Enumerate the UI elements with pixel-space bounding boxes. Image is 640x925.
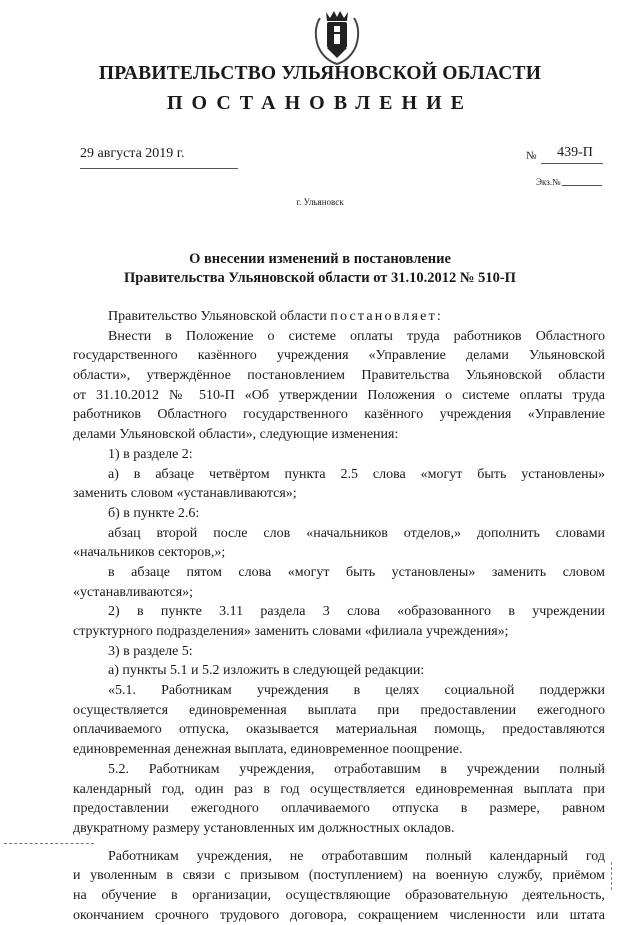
paragraph-line: в абзаце пятом слова «могут быть установлены» заменить словом <box>108 564 605 580</box>
copy-label: Экз.№ <box>536 177 561 187</box>
city: г. Ульяновск <box>296 197 344 207</box>
number-prefix: № <box>526 150 537 162</box>
document-type: ПОСТАНОВЛЕНИЕ <box>167 92 473 114</box>
margin-mark <box>4 843 94 844</box>
paragraph-line: абзац второй после слов «начальников отделов,» дополнить словами <box>108 525 605 541</box>
item-3: 3) в разделе 5: <box>108 643 193 659</box>
paragraph-line: государственного казённого учреждения «Управление делами Ульяновской <box>73 348 605 364</box>
date-underline <box>80 168 238 169</box>
paragraph-line: календарный год, один раз в год осуществляется единовременная выплата при <box>73 781 605 797</box>
paragraph-line: Внести в Положение о системе оплаты труда работников Областного <box>108 328 605 344</box>
paragraph-line: от 31.10.2012 № 510-П «Об утверждении Положения о системе оплаты труда <box>73 387 605 403</box>
item-3a: а) пункты 5.1 и 5.2 изложить в следующей редакции: <box>108 663 425 679</box>
paragraph-line: на обучение в организации, осуществляющие образовательную деятельность, <box>73 887 605 903</box>
paragraph-line: структурного подразделения» заменить словами «филиала учреждения»; <box>73 624 509 639</box>
paragraph-line: «устанавливаются»; <box>73 584 194 600</box>
side-mark <box>611 862 612 890</box>
paragraph-line: 2) в пункте 3.11 раздела 3 слова «образованного в учреждении <box>108 604 605 620</box>
paragraph-line: Работникам учреждения, не отработавшим полный календарный год <box>108 848 605 864</box>
intro-subject: Правительство Ульяновской области <box>108 309 327 324</box>
paragraph-line: «5.1. Работникам учреждения в целях социальной поддержки <box>108 683 605 699</box>
paragraph-line: осуществляется единовременная выплата при предоставлении ежегодного <box>73 702 605 718</box>
paragraph-line: работников Областного государственного казённого учреждения «Управление <box>73 407 605 423</box>
paragraph-line: единовременная денежная выплата, единовременное поощрение. <box>73 742 463 758</box>
paragraph-line: заменить словом «устанавливаются»; <box>73 486 297 502</box>
document-date: 29 августа 2019 г. <box>80 146 185 161</box>
paragraph-line: области», утверждённое постановлением Правительства Ульяновской области <box>73 368 605 384</box>
subject-line-1: О внесении изменений в постановление <box>189 251 451 267</box>
item-1: 1) в разделе 2: <box>108 446 193 462</box>
coat-of-arms-icon <box>312 6 362 66</box>
paragraph-line: 5.2. Работникам учреждения, отработавшим в учреждении полный <box>108 761 605 777</box>
paragraph-line: окончанием срочного трудового договора, сокращением численности или штата <box>73 907 605 923</box>
document-body <box>73 307 605 925</box>
paragraph-line: двукратному размеру установленных им должностных окладов. <box>73 820 455 836</box>
document-number: 439-П <box>557 145 593 160</box>
subject-line-2: Правительства Ульяновской области от 31.10.2012 № 510-П <box>124 270 516 286</box>
paragraph-line: и уволенным в связи с призывом (поступлением) на военную службу, приёмом <box>73 868 605 884</box>
paragraph-line: оплачиваемого отпуска, оказывается материальная помощь, предоставляются <box>73 722 605 738</box>
copy-underline <box>562 185 602 186</box>
paragraph-line: а) в абзаце четвёртом пункта 2.5 слова «могут быть установлены» <box>108 466 605 482</box>
intro <box>73 307 605 327</box>
intro-verb: постановляет: <box>330 309 443 324</box>
number-underline <box>541 163 603 164</box>
paragraph-line: делами Ульяновской области», следующие изменения: <box>73 427 399 443</box>
paragraph-line: предоставлении ежегодного оплачиваемого отпуска в размере, равном <box>73 801 605 817</box>
government-title: ПРАВИТЕЛЬСТВО УЛЬЯНОВСКОЙ ОБЛАСТИ <box>98 63 542 84</box>
item-1b: б) в пункте 2.6: <box>108 505 200 521</box>
paragraph-line: «начальников секторов,»; <box>73 545 226 561</box>
